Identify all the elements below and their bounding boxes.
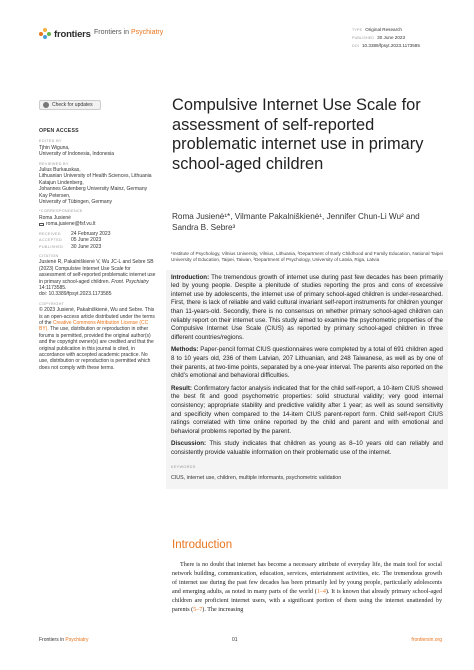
published-date: 30 June 2023 bbox=[377, 35, 406, 41]
abstract bbox=[171, 251, 443, 489]
footer-journal[interactable]: Frontiers in Psychiatry bbox=[39, 637, 89, 643]
logo-text: frontiers bbox=[54, 28, 91, 40]
page-number: 01 bbox=[232, 637, 238, 643]
abstract-box: Introduction: The tremendous growth of internet use during past few decades has been primarily led by young people. Despite a plenitude of studies reporting the pros and cons of excessive internet use by adolescents, the internet use of primary school-aged children is under-researched. First, there is lack of reliable and valid cultural invariant self-report instruments for children younger than 11-years-old. Secondly, there is no consensus on whether primary school-aged children can reliably report on their internet use. This study aimed to examine the psychometric properties of the Compulsive Internet Use Scale (CIUS) as reported by primary school-aged children in three different countries/regions. Methods: Paper-pencil format CIUS questionnaires were completed by a total of 691 children aged 8 to 10 years old, 236 of them Latvian, 207 Lithuanian, and 248 Taiwanese, as well as by one of their parents, at two-time points, separated by a one-year interval. The parents also reported on the child’s emotional and behavioral difficulties. Result: Confirmatory factor analysis indicated that for the child self-report, a 10-item CIUS showed the best fit and good psychometric properties: solid structural validity; very good internal consistency; appropriate stability and predictive validity after 1 year; as well as sound sensitivity and specificity when compared to the 14-item CIUS parent-report form. Child self-report CIUS ratings correlated with time online reported by the child and parent and with emotional and behavioral problems reported by the parent. Discussion: This study indicates that children as young as 8–10 years old can reliably and consistently provide valuable information on their problematic use of the internet. KEYWORDS CIUS, internet use, children, multiple informants, psychometric validation bbox=[166, 270, 448, 489]
doi-link[interactable]: 10.3389/fpsyt.2023.1173585 bbox=[362, 43, 420, 49]
license-link[interactable]: Creative Commons Attribution License (CC BY). bbox=[39, 319, 149, 333]
copyright-text: © 2023 Jusienė, Pakalniškienė, Wu and Sebre. This is an open-access article distributed under the terms of the Creative Commons Attribution License (CC BY). The use, distribution or reproduction in other forums is permitted, provided the original author(s) and the copyright owner(s) are credited and that the original publication in this journal is cited, in accordance with accepted academic practice. No use, distribution or reproduction is permitted which does not comply with these terms. bbox=[39, 307, 155, 371]
check-for-updates-button[interactable]: Check for updates bbox=[39, 100, 101, 110]
update-badge-icon bbox=[43, 102, 49, 108]
journal-name[interactable]: Frontiers in Psychiatry bbox=[94, 29, 164, 36]
frontiers-logo-icon bbox=[39, 28, 51, 40]
citation-text: Jusienė R, Pakalniškienė V, Wu JC-L and Sebre SB (2023) Compulsive Internet Use Scale for assessment of self-reported problematic internet use in primary school-aged children. Front. Psychiatry 14:1173585. doi: 10.3389/fpsyt.2023.1173585 bbox=[39, 259, 156, 298]
published-date-left: 30 June 2023 bbox=[71, 243, 102, 250]
article-dates: RECEIVED 24 February 2023 ACCEPTED 05 June 2023 PUBLISHED 30 June 2023 bbox=[39, 230, 111, 250]
introduction-heading: Introduction bbox=[172, 539, 233, 551]
citation-link[interactable]: 1–4 bbox=[316, 589, 326, 595]
correspondence-email[interactable]: roma.jusiene@fsf.vu.lt bbox=[39, 221, 157, 227]
article-sidebar: Check for updates OPEN ACCESS EDITED BY Tjhin Wiguna, University of Indonesia, Indonesia REVIEWED BY Julius Burkauskas, Lithuanian University of Health Sciences, Lithuania Katajun Lindenberg, Johannes Gutenberg University Mainz, Germany Kay Petersen, University of Tübingen, Germany *CORRESPONDENCE Roma Jusienė roma.jusiene@fsf.vu.lt RECEIVED 24 February 2023 ACCEPTED 05 June 2023 PUBLISHED 30 June 2023 CITATION Jusienė R, Pakalniškienė V, Wu JC-L and Sebre SB (2023) Compulsive Internet Use Scale for assessment of self-reported problematic internet use in primary school-aged children. Front. Psychiatry 14:1173585. doi: 10.3389/fpsyt.2023.1173585 COPYRIGHT © 2023 Jusienė, Pakalniškienė, Wu and Sebre. This is an open-access article distributed under the terms of the Creative Commons Attribution License (CC BY). The use, distribution or reproduction in other forums is permitted, provided the original author(s) and the copyright owner(s) are credited and that the original publication in this journal is cited, in accordance with accepted academic practice. No use, distribution or reproduction is permitted which does not comply with these terms. bbox=[39, 101, 156, 371]
article-title: Compulsive Internet Use Scale for assessment of self-reported problematic internet use in primary school-aged children bbox=[172, 96, 424, 173]
frontiers-logo[interactable] bbox=[39, 28, 91, 40]
article-meta: TYPE Original Research PUBLISHED 30 June 2023 DOI 10.3389/fpsyt.2023.1173585 bbox=[352, 27, 420, 49]
accepted-date: 05 June 2023 bbox=[71, 237, 102, 244]
open-access-label: OPEN ACCESS bbox=[39, 128, 79, 134]
article-type: Original Research bbox=[365, 27, 402, 32]
edited-by: Tjhin Wiguna, University of Indonesia, Indonesia bbox=[39, 144, 115, 158]
citation-link[interactable]: 5–7 bbox=[193, 607, 203, 613]
abstract-discussion: Discussion: This study indicates that children as young as 8–10 years old can reliably and consistently provide valuable information on their problematic use of the internet. bbox=[171, 440, 443, 456]
abstract-result: Result: Confirmatory factor analysis indicated that for the child self-report, a 10-item CIUS showed the best fit and good psychometric properties: solid structural validity; very good internal consistency; appropriate stability and predictive validity after 1 year; as well as sound sensitivity and specificity when compared to the 14-item CIUS parent-report form. Child self-report CIUS ratings correlated with time online reported by the child and parent and with emotional and behavioral problems reported by the parent. bbox=[171, 384, 443, 435]
abstract-methods: Methods: Paper-pencil format CIUS questionnaires were completed by a total of 691 children aged 8 to 10 years old, 236 of them Latvian, 207 Lithuanian, and 248 Taiwanese, as well as by one of their parents, at two-time points, separated by a one-year interval. The parents also reported on the child’s emotional and behavioral difficulties. bbox=[171, 346, 443, 380]
correspondence-name: Roma Jusienė bbox=[39, 214, 71, 221]
keywords: CIUS, internet use, children, multiple informants, psychometric validation bbox=[171, 475, 342, 482]
affiliations: ¹Institute of Psychology, Vilnius University, Vilnius, Lithuania, ²Department of Early Childhood and Family Education, National Taipei University of Education, Taipei, Taiwan, ³Department of Psychology, University of Latvia, Riga, Latvia bbox=[171, 251, 443, 263]
reviewed-by: Julius Burkauskas, Lithuanian University of Health Sciences, Lithuania Katajun Lindenberg, Johannes Gutenberg University Mainz, Germany Kay Petersen, University of Tübingen, Germany bbox=[39, 167, 152, 206]
introduction-text: There is no doubt that internet has become a necessary attribute of everyday life, the main tool for social network building, communication, education, services, entertainment activities, etc. The tremendous growth of internet use during the past few decades has been primarily led by young people, particularly adolescents and emerging adults, as noted in many parts of the world (1–4). It is known that already primary school-aged children are proficient internet users, with a significant portion of them using the internet unattended by parents (5–7). The increasing bbox=[172, 562, 442, 613]
email-icon bbox=[39, 223, 44, 227]
author-list[interactable]: Roma Jusienė¹*, Vilmante Pakalniškienė¹, Jennifer Chun-Li Wu² and Sandra B. Sebre³ bbox=[172, 212, 420, 232]
footer-site-link[interactable]: frontiersin.org bbox=[411, 637, 442, 643]
abstract-introduction: Introduction: The tremendous growth of internet use during past few decades has been primarily led by young people. Despite a plenitude of studies reporting the pros and cons of excessive internet use by adolescents, the internet use of primary school-aged children is under-researched. First, there is lack of reliable and valid cultural invariant self-report instruments for children younger than 11-years-old. Secondly, there is no consensus on whether primary school-aged children can reliably report on their internet use. This study aimed to examine the psychometric properties of the Compulsive Internet Use Scale (CIUS) as reported by primary school-aged children in three different countries/regions. bbox=[171, 273, 443, 341]
page-header bbox=[0, 0, 474, 60]
received-date: 24 February 2023 bbox=[71, 230, 111, 237]
